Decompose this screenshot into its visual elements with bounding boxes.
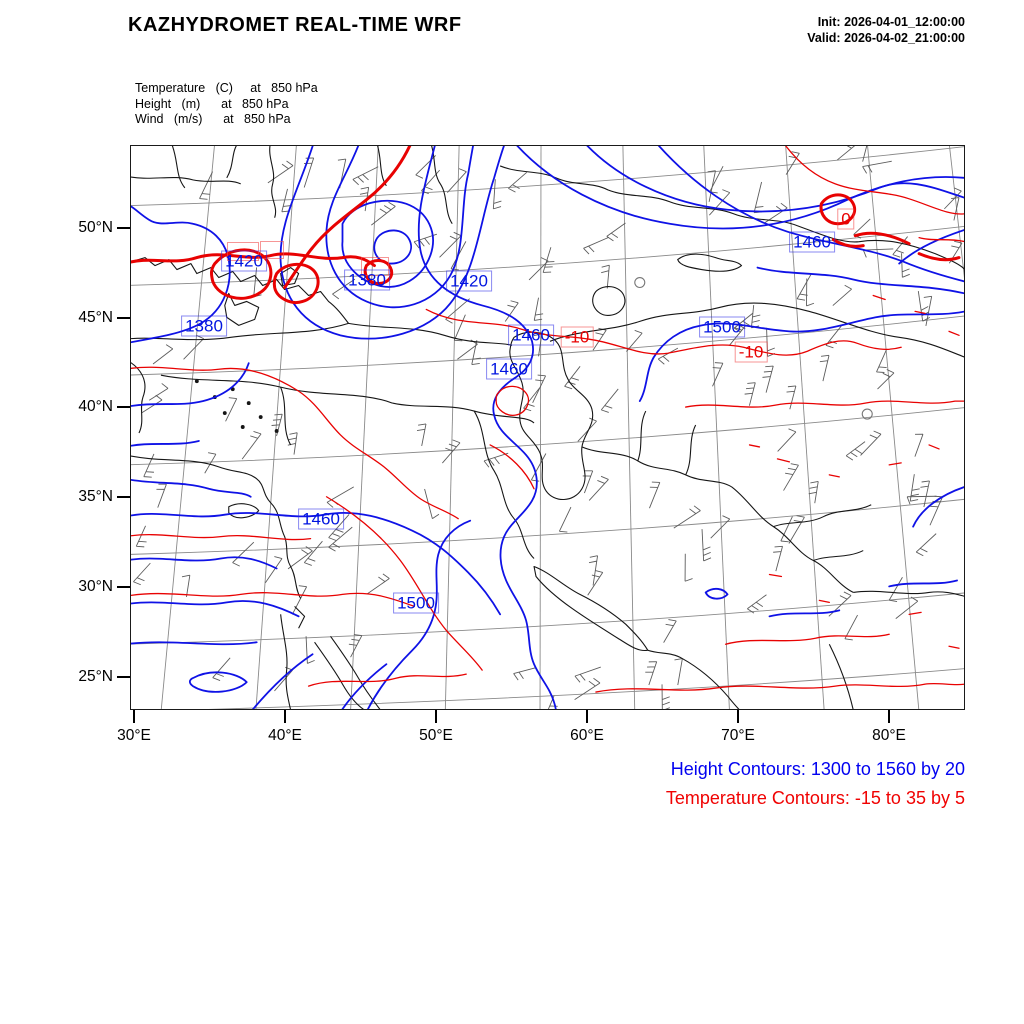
height-contour-legend: Height Contours: 1300 to 1560 by 20 (670, 759, 965, 779)
y-axis-label: 30°N (78, 578, 113, 595)
station-markers (635, 278, 872, 419)
valid-time: Valid: 2026-04-02_21:00:00 (807, 31, 965, 45)
weather-map-canvas (131, 146, 964, 709)
temperature-contour-label: -10 (561, 327, 594, 348)
x-axis-label: 70°E (721, 727, 755, 744)
y-axis-tick (117, 496, 130, 498)
parameter-height: Height (m) at 850 hPa (135, 96, 289, 111)
y-axis-label: 40°N (78, 398, 113, 415)
height-contour-label: 1500 (393, 593, 439, 614)
run-times (807, 14, 965, 46)
x-axis-label: 60°E (570, 727, 604, 744)
init-time: Init: 2026-04-01_12:00:00 (817, 15, 965, 29)
y-axis-label: 50°N (78, 219, 113, 236)
x-axis-tick (888, 710, 890, 723)
x-axis-tick (284, 710, 286, 723)
y-axis-tick (117, 676, 130, 678)
x-axis-label: 40°E (268, 727, 302, 744)
y-axis-tick (117, 227, 130, 229)
map-frame (130, 145, 965, 710)
height-contour-label: 1460 (508, 325, 554, 346)
x-axis-tick (133, 710, 135, 723)
graticule-lines (131, 146, 964, 709)
y-axis-label: 35°N (78, 488, 113, 505)
contour-legend (666, 755, 965, 813)
parameter-legend (135, 81, 318, 128)
y-axis-tick (117, 586, 130, 588)
x-axis-tick (737, 710, 739, 723)
x-axis-label: 80°E (872, 727, 906, 744)
coastlines-borders (131, 146, 964, 709)
y-axis-tick (117, 406, 130, 408)
height-contour-label: 1460 (298, 509, 344, 530)
height-contour-label: 1500 (699, 317, 745, 338)
parameter-wind: Wind (m/s) at 850 hPa (135, 112, 291, 126)
y-axis-label: 25°N (78, 668, 113, 685)
wind-barbs (133, 146, 962, 709)
y-axis-tick (117, 317, 130, 319)
x-axis-tick (586, 710, 588, 723)
height-contour-label: 1420 (221, 251, 267, 272)
x-axis-label: 50°E (419, 727, 453, 744)
page-title: KAZHYDROMET REAL-TIME WRF (128, 14, 462, 36)
height-contour-label: 1380 (181, 316, 227, 337)
x-axis-label: 30°E (117, 727, 151, 744)
temperature-contour-label: -10 (735, 342, 768, 363)
parameter-temperature: Temperature (C) at 850 hPa (135, 81, 318, 95)
x-axis-tick (435, 710, 437, 723)
height-contour-label: 1420 (446, 271, 492, 292)
height-contour-label: 1380 (344, 270, 390, 291)
height-contour-label: 1460 (486, 359, 532, 380)
temperature-contour-label: 0 (837, 209, 854, 230)
temperature-contour-legend: Temperature Contours: -15 to 35 by 5 (665, 788, 965, 808)
height-contours (131, 146, 964, 709)
y-axis-label: 45°N (78, 309, 113, 326)
height-contour-label: 1460 (789, 232, 835, 253)
